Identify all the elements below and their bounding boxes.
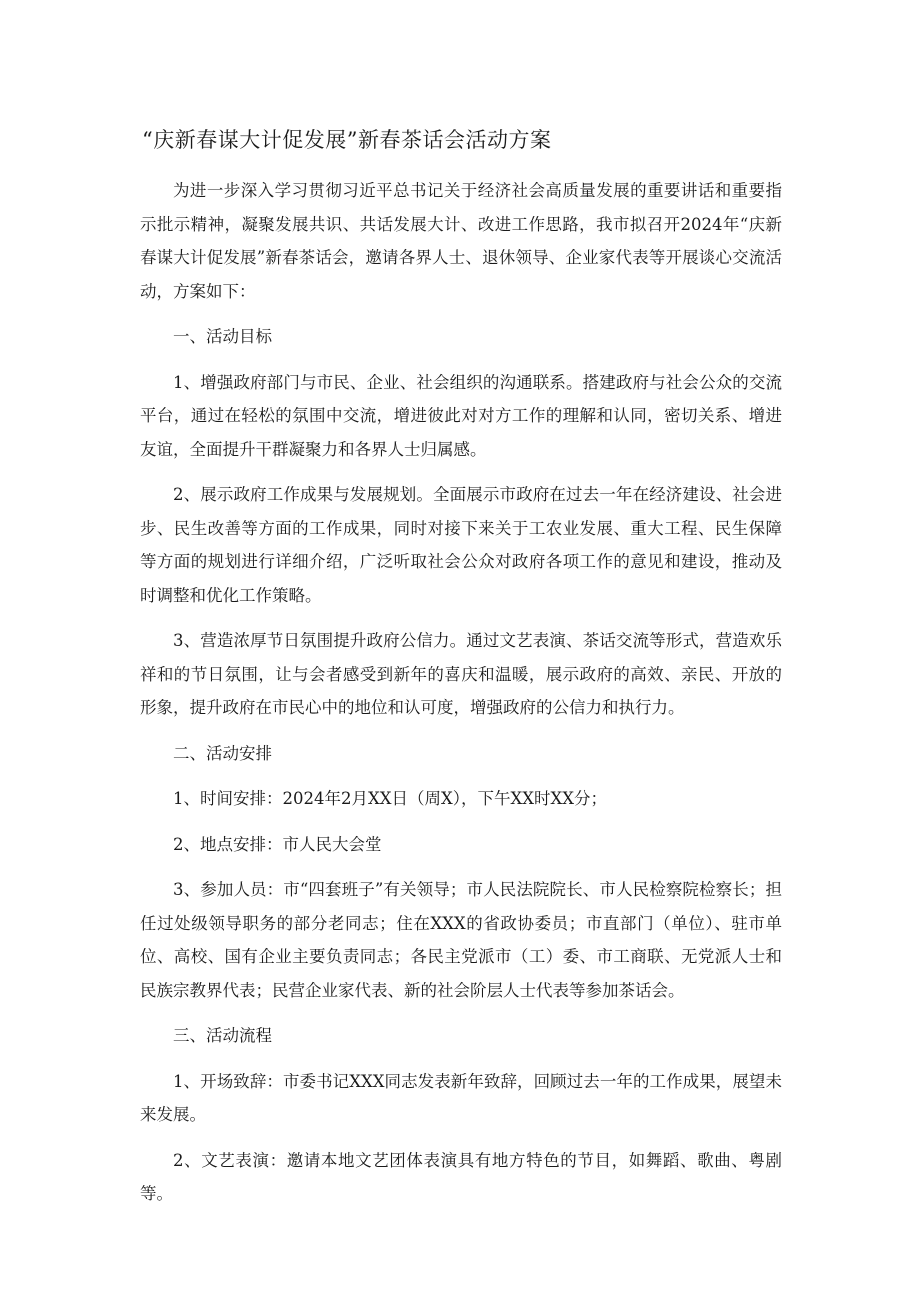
goal-item-1: 1、增强政府部门与市民、企业、社会组织的沟通联系。搭建政府与社会公众的交流平台，通过在轻松的氛围中交流，增进彼此对对方工作的理解和认同，密切关系、增进友谊，全面提升干群凝聚力和各界人士归属感。	[140, 372, 782, 459]
process-item-1: 1、开场致辞：市委书记XXX同志发表新年致辞，回顾过去一年的工作成果，展望未来发展。	[140, 1071, 782, 1124]
intro-paragraph: 为进一步深入学习贯彻习近平总书记关于经济社会高质量发展的重要讲话和重要指示批示精神，凝聚发展共识、共话发展大计、改进工作思路，我市拟召开2024年“庆新春谋大计促发展”新春茶话会，邀请各界人士、退休领导、企业家代表等开展谈心交流活动，方案如下：	[140, 181, 782, 301]
document-body	[140, 174, 782, 1211]
section-heading-arrangement: 二、活动安排	[173, 743, 272, 763]
arrangement-item-2: 2、地点安排：市人民大会堂	[173, 834, 382, 854]
arrangement-item-3: 3、参加人员：市“四套班子”有关领导；市人民法院院长、市人民检察院检察长；担任过处级领导职务的部分老同志；住在XXX的省政协委员；市直部门（单位）、驻市单位、高校、国有企业主要负责同志；各民主党派市（工）委、市工商联、无党派人士和民族宗教界代表；民营企业家代表、新的社会阶层人士代表等参加茶话会。	[140, 880, 782, 1000]
section-heading-goals: 一、活动目标	[173, 327, 272, 346]
process-item-2: 2、文艺表演：邀请本地文艺团体表演具有地方特色的节目，如舞蹈、歌曲、粤剧等。	[140, 1150, 782, 1203]
goal-item-2: 2、展示政府工作成果与发展规划。全面展示市政府在过去一年在经济建设、社会进步、民生改善等方面的工作成果，同时对接下来关于工农业发展、重大工程、民生保障等方面的规划进行详细介绍，广泛听取社会公众对政府各项工作的意见和建设，推动及时调整和优化工作策略。	[140, 485, 782, 605]
section-heading-process: 三、活动流程	[173, 1026, 272, 1045]
goal-item-3: 3、营造浓厚节日氛围提升政府公信力。通过文艺表演、茶话交流等形式，营造欢乐祥和的节日氛围，让与会者感受到新年的喜庆和温暖，展示政府的高效、亲民、开放的形象，提升政府在市民心中的地位和认可度，增强政府的公信力和执行力。	[140, 631, 782, 717]
arrangement-item-1: 1、时间安排：2024年2月XX日（周X），下午XX时XX分；	[173, 789, 607, 808]
document-title: “庆新春谋大计促发展”新春茶话会活动方案	[142, 128, 552, 152]
